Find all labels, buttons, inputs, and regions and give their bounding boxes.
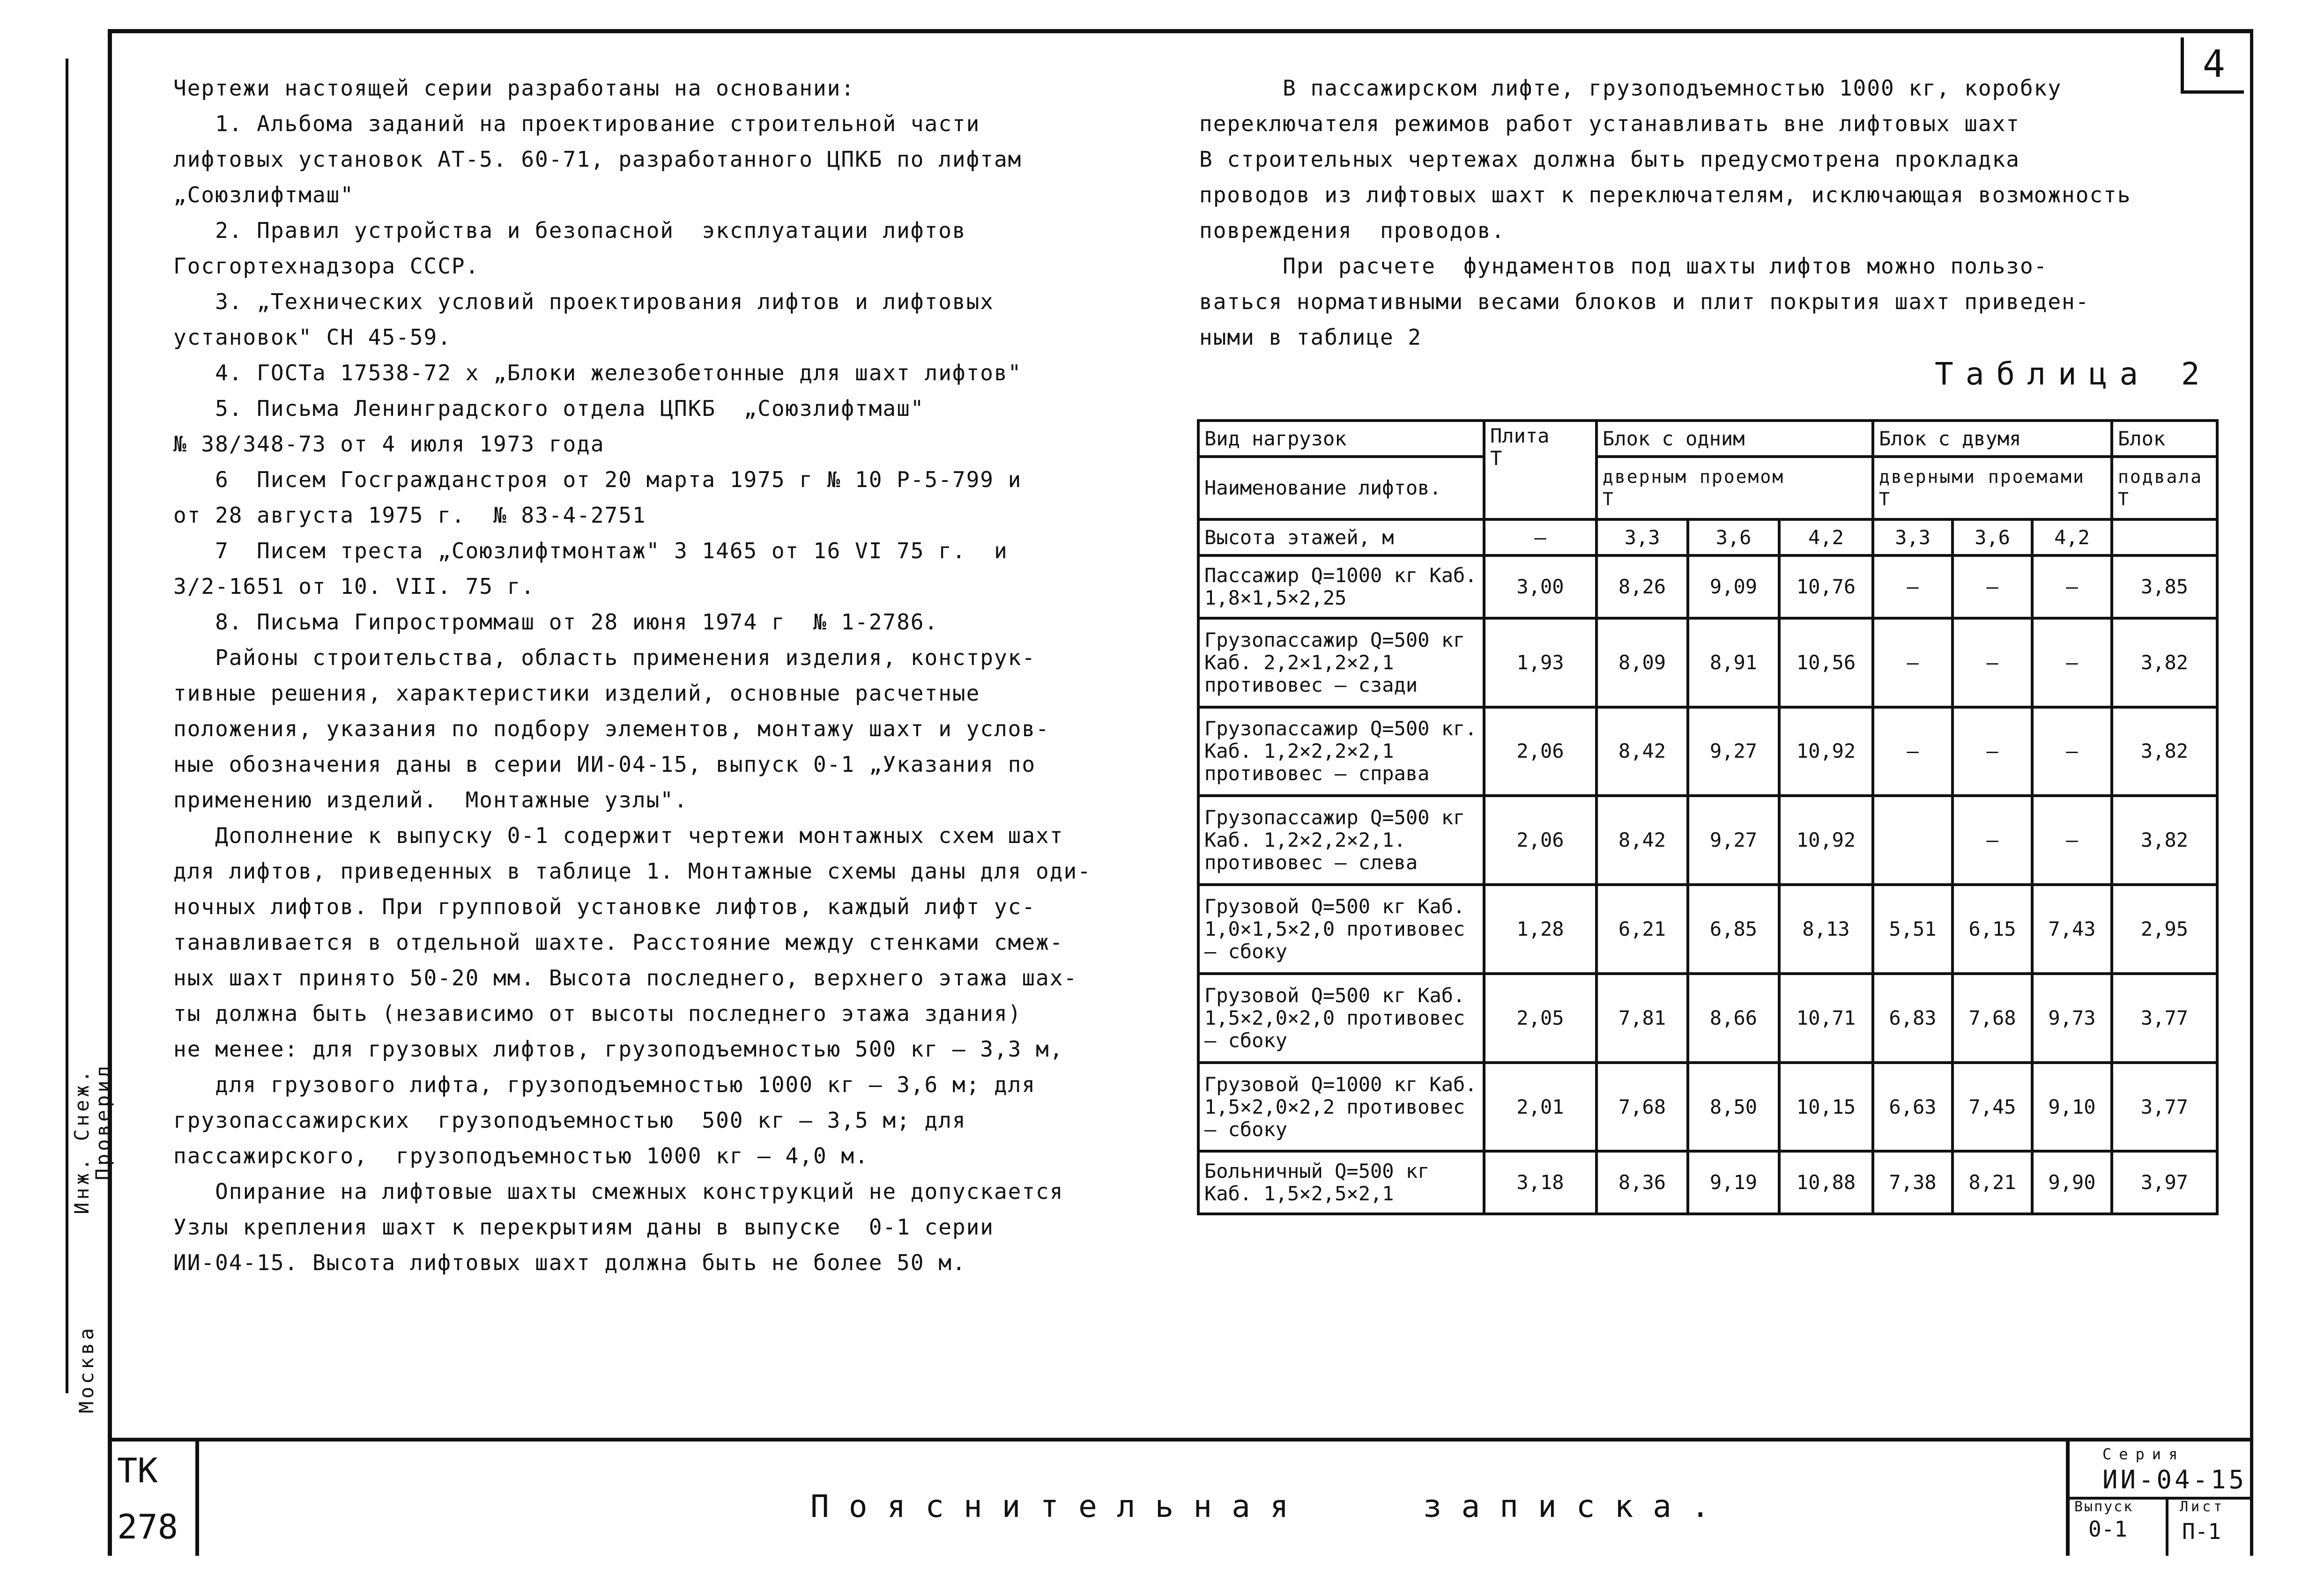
note-line: 3. „Технических условий проектирования лифтов и лифтовых (173, 289, 994, 314)
note-line: переключателя режимов работ устанавливать вне лифтовых шахт (1199, 111, 2020, 136)
one-door-cell: 10,15 (1779, 1063, 1873, 1152)
one-door-cell: 8,13 (1779, 885, 1873, 974)
sheet-label: Лист (2180, 1499, 2225, 1515)
two-door-cell: — (2032, 618, 2112, 707)
one-door-cell: 8,09 (1596, 618, 1688, 707)
note-line: от 28 августа 1975 г. № 83-4-2751 (173, 503, 646, 528)
series-box (2066, 1442, 2253, 1556)
two-door-cell: — (1953, 707, 2032, 796)
two-door-cell: 9,73 (2032, 974, 2112, 1063)
basement-cell: 2,95 (2112, 885, 2217, 974)
header-slab (1484, 421, 1596, 519)
height-cell: 3,3 (1873, 519, 1953, 555)
height-cell: 3,3 (1596, 519, 1688, 555)
note-line: грузопассажирских грузоподъемностью 500 кг — 3,5 м; для (173, 1108, 966, 1133)
one-door-cell: 10,92 (1779, 796, 1873, 885)
city-label: Москва (75, 1325, 98, 1413)
header-block-basement: Блок (2112, 421, 2217, 457)
one-door-cell: 10,88 (1779, 1151, 1873, 1214)
header-basement-unit: Т (2118, 489, 2130, 510)
header-floor-height: Высота этажей, м (1198, 519, 1484, 555)
note-line: ты должна быть (независимо от высоты последнего этажа здания) (173, 1001, 1022, 1026)
header-one-door (1596, 457, 1873, 519)
note-line: При расчете фундаментов под шахты лифтов можно пользо- (1199, 253, 2048, 279)
inzh-label: Инж. Снеж. (70, 1068, 93, 1214)
header-one-door-label: дверным проемом (1603, 466, 1785, 488)
issue-value: 0-1 (2088, 1516, 2128, 1542)
two-door-cell: — (2032, 707, 2112, 796)
basement-cell: 3,77 (2112, 1063, 2217, 1152)
note-line: не менее: для грузовых лифтов, грузоподъемностью 500 кг — 3,3 м, (173, 1036, 1064, 1062)
note-line: Чертежи настоящей серии разработаны на основании: (173, 75, 855, 101)
slab-cell: 2,06 (1484, 796, 1596, 885)
one-door-cell: 7,81 (1596, 974, 1688, 1063)
one-door-cell: 10,92 (1779, 707, 1873, 796)
header-block-two: Блок с двумя (1873, 421, 2112, 457)
two-door-cell: 6,15 (1953, 885, 2032, 974)
note-line: 8. Письма Гипростроммаш от 28 июня 1974 г № 1-2786. (173, 609, 939, 635)
table-row (1198, 974, 2217, 1063)
one-door-cell: 9,27 (1688, 707, 1779, 796)
lift-name-cell: Грузовой Q=1000 кг Каб. 1,5×2,0×2,2 противовес — сбоку (1198, 1063, 1484, 1152)
note-line: повреждения проводов. (1199, 218, 1506, 243)
slab-cell: 1,28 (1484, 885, 1596, 974)
note-line: „Союзлифтмаш" (173, 182, 355, 207)
note-line: Районы строительства, область применения изделия, конструк- (173, 645, 1036, 670)
note-line: ных шахт принято 50-20 мм. Высота последнего, верхнего этажа шах- (173, 965, 1078, 991)
sheet-number: 4 (2181, 37, 2244, 94)
note-line: положения, указания по подбору элементов, монтажу шахт и услов- (173, 716, 1050, 741)
lift-name-cell: Больничный Q=500 кг Каб. 1,5×2,5×2,1 (1198, 1151, 1484, 1214)
tk-code: ТК (117, 1451, 158, 1490)
note-line: 7 Писем треста „Союзлифтмонтаж" 3 1465 от 16 VI 75 г. и (173, 538, 1008, 563)
header-two-door-label: дверными проемами (1879, 466, 2085, 488)
height-cell: 3,6 (1688, 519, 1779, 555)
explanatory-notes-left (173, 70, 1134, 1280)
two-door-cell (1873, 796, 1953, 885)
one-door-cell: 8,42 (1596, 796, 1688, 885)
note-line: 6 Писем Госгражданстроя от 20 марта 1975 г № 10 Р-5-799 и (173, 467, 1022, 492)
slab-cell: 2,01 (1484, 1063, 1596, 1152)
note-line: Опирание на лифтовые шахты смежных конструкций не допускается (173, 1179, 1064, 1204)
note-line: установок" СН 45-59. (173, 325, 452, 350)
one-door-cell: 9,19 (1688, 1151, 1779, 1214)
note-line: ваться нормативными весами блоков и плит покрытия шахт приведен- (1199, 289, 2090, 314)
series-label: Серия (2102, 1445, 2185, 1463)
table-title: Таблица 2 (1935, 356, 2212, 392)
header-two-door-unit: Т (1879, 489, 1891, 510)
one-door-cell: 8,42 (1596, 707, 1688, 796)
one-door-cell: 9,09 (1688, 555, 1779, 618)
two-door-cell: 5,51 (1873, 885, 1953, 974)
table-row (1198, 555, 2217, 618)
lift-name-cell: Грузопассажир Q=500 кг Каб. 2,2×1,2×2,1 противовес — сзади (1198, 618, 1484, 707)
note-line: 3/2-1651 от 10. VII. 75 г. (173, 574, 535, 599)
document-title: Пояснительная записка. (810, 1488, 1730, 1524)
tk-number: 278 (117, 1507, 178, 1546)
note-line: Дополнение к выпуску 0-1 содержит чертежи монтажных схем шахт (173, 823, 1064, 848)
slab-cell: 3,00 (1484, 555, 1596, 618)
slab-cell: 3,18 (1484, 1151, 1596, 1214)
table-row (1198, 707, 2217, 796)
one-door-cell: 10,56 (1779, 618, 1873, 707)
header-basement-label: подвала (2118, 466, 2203, 488)
note-line: для грузового лифта, грузоподъемностью 1000 кг — 3,6 м; для (173, 1072, 1036, 1097)
two-door-cell: — (2032, 796, 2112, 885)
note-line: тивные решения, характеристики изделий, основные расчетные (173, 680, 980, 706)
two-door-cell: 6,83 (1873, 974, 1953, 1063)
note-line: ИИ-04-15. Высота лифтовых шахт должна быть не более 50 м. (173, 1250, 966, 1275)
two-door-cell: 9,90 (2032, 1151, 2112, 1214)
two-door-cell: 7,45 (1953, 1063, 2032, 1152)
slab-cell: 2,05 (1484, 974, 1596, 1063)
height-cell: 4,2 (1779, 519, 1873, 555)
two-door-cell: 7,38 (1873, 1151, 1953, 1214)
two-door-cell: — (2032, 555, 2112, 618)
two-door-cell: — (1953, 618, 2032, 707)
header-slab-dash: — (1484, 519, 1596, 555)
note-line: для лифтов, приведенных в таблице 1. Монтажные схемы даны для оди- (173, 858, 1091, 884)
header-slab-unit: Т (1490, 447, 1502, 470)
margin-strip-line (66, 59, 68, 1393)
note-line: № 38/348-73 от 4 июля 1973 года (173, 431, 605, 457)
note-line: 1. Альбома заданий на проектирование строительной части (173, 111, 980, 136)
note-line: применению изделий. Монтажные узлы". (173, 787, 688, 813)
header-slab-label: Плита (1490, 424, 1550, 447)
table-row (1198, 796, 2217, 885)
two-door-cell: 7,68 (1953, 974, 2032, 1063)
title-block (108, 1438, 2253, 1556)
tk-code-box (108, 1442, 199, 1556)
lift-name-cell: Пассажир Q=1000 кг Каб. 1,8×1,5×2,25 (1198, 555, 1484, 618)
header-load-type: Вид нагрузок (1198, 421, 1484, 457)
table-row (1198, 885, 2217, 974)
explanatory-notes-right (1199, 70, 2230, 355)
basement-cell: 3,77 (2112, 974, 2217, 1063)
table-row (1198, 1151, 2217, 1214)
note-line: Узлы крепления шахт к перекрытиям даны в выпуске 0-1 серии (173, 1214, 994, 1240)
note-line: танавливается в отдельной шахте. Расстояние между стенками смеж- (173, 930, 1064, 955)
one-door-cell: 10,71 (1779, 974, 1873, 1063)
issue-label: Выпуск (2074, 1499, 2134, 1515)
slab-cell: 1,93 (1484, 618, 1596, 707)
note-line: В строительных чертежах должна быть предусмотрена прокладка (1199, 147, 2020, 172)
one-door-cell: 7,68 (1596, 1063, 1688, 1152)
series-value: ИИ-04-15 (2102, 1465, 2247, 1494)
header-block-one: Блок с одним (1596, 421, 1873, 457)
one-door-cell: 8,91 (1688, 618, 1779, 707)
sheet-value: П-1 (2182, 1519, 2221, 1544)
one-door-cell: 10,76 (1779, 555, 1873, 618)
two-door-cell: 7,43 (2032, 885, 2112, 974)
one-door-cell: 6,85 (1688, 885, 1779, 974)
one-door-cell: 9,27 (1688, 796, 1779, 885)
two-door-cell: — (1873, 707, 1953, 796)
height-cell: 4,2 (2032, 519, 2112, 555)
lift-name-cell: Грузовой Q=500 кг Каб. 1,5×2,0×2,0 противовес — сбоку (1198, 974, 1484, 1063)
lift-name-cell: Грузопассажир Q=500 кг. Каб. 1,2×2,2×2,1 противовес — справа (1198, 707, 1484, 796)
two-door-cell: 9,10 (2032, 1063, 2112, 1152)
loads-table (1197, 419, 2219, 1215)
lift-name-cell: Грузопассажир Q=500 кг Каб. 1,2×2,2×2,1. противовес — слева (1198, 796, 1484, 885)
basement-cell: 3,82 (2112, 796, 2217, 885)
note-line: лифтовых установок АТ-5. 60-71, разработанного ЦПКБ по лифтам (173, 147, 1022, 172)
note-line: ночных лифтов. При групповой установке лифтов, каждый лифт ус- (173, 894, 1036, 919)
note-line: В пассажирском лифте, грузоподъемностью 1000 кг, коробку (1199, 75, 2062, 101)
note-line: 4. ГОСТа 17538-72 х „Блоки железобетонные для шахт лифтов" (173, 360, 1022, 385)
header-two-door (1873, 457, 2112, 519)
slab-cell: 2,06 (1484, 707, 1596, 796)
note-line: ными в таблице 2 (1199, 325, 1422, 350)
one-door-cell: 8,36 (1596, 1151, 1688, 1214)
note-line: 2. Правил устройства и безопасной эксплуатации лифтов (173, 218, 966, 243)
two-door-cell: 6,63 (1873, 1063, 1953, 1152)
table-row (1198, 618, 2217, 707)
note-line: ные обозначения даны в серии ИИ-04-15, выпуск 0-1 „Указания по (173, 752, 1036, 777)
header-basement (2112, 457, 2217, 519)
note-line: пассажирского, грузоподъемностью 1000 кг — 4,0 м. (173, 1143, 869, 1168)
basement-cell: 3,82 (2112, 707, 2217, 796)
two-door-cell: — (1953, 555, 2032, 618)
two-door-cell: 8,21 (1953, 1151, 2032, 1214)
two-door-cell: — (1953, 796, 2032, 885)
height-cell: 3,6 (1953, 519, 2032, 555)
two-door-cell: — (1873, 555, 1953, 618)
basement-cell: 3,82 (2112, 618, 2217, 707)
two-door-cell: — (1873, 618, 1953, 707)
one-door-cell: 8,26 (1596, 555, 1688, 618)
table-row (1198, 1063, 2217, 1152)
basement-cell: 3,85 (2112, 555, 2217, 618)
basement-cell: 3,97 (2112, 1151, 2217, 1214)
one-door-cell: 8,50 (1688, 1063, 1779, 1152)
checked-label: Проверил (91, 1063, 114, 1181)
one-door-cell: 8,66 (1688, 974, 1779, 1063)
series-vdivider (2166, 1497, 2168, 1556)
lift-name-cell: Грузовой Q=500 кг Каб. 1,0×1,5×2,0 противовес — сбоку (1198, 885, 1484, 974)
one-door-cell: 6,21 (1596, 885, 1688, 974)
header-lift-name: Наименование лифтов. (1198, 457, 1484, 519)
note-line: Госгортехнадзора СССР. (173, 253, 480, 279)
header-one-door-unit: Т (1603, 489, 1615, 510)
note-line: 5. Письма Ленинградского отдела ЦПКБ „Союзлифтмаш" (173, 396, 925, 421)
height-cell-empty (2112, 519, 2217, 555)
note-line: проводов из лифтовых шахт к переключателям, исключающая возможность (1199, 182, 2131, 207)
